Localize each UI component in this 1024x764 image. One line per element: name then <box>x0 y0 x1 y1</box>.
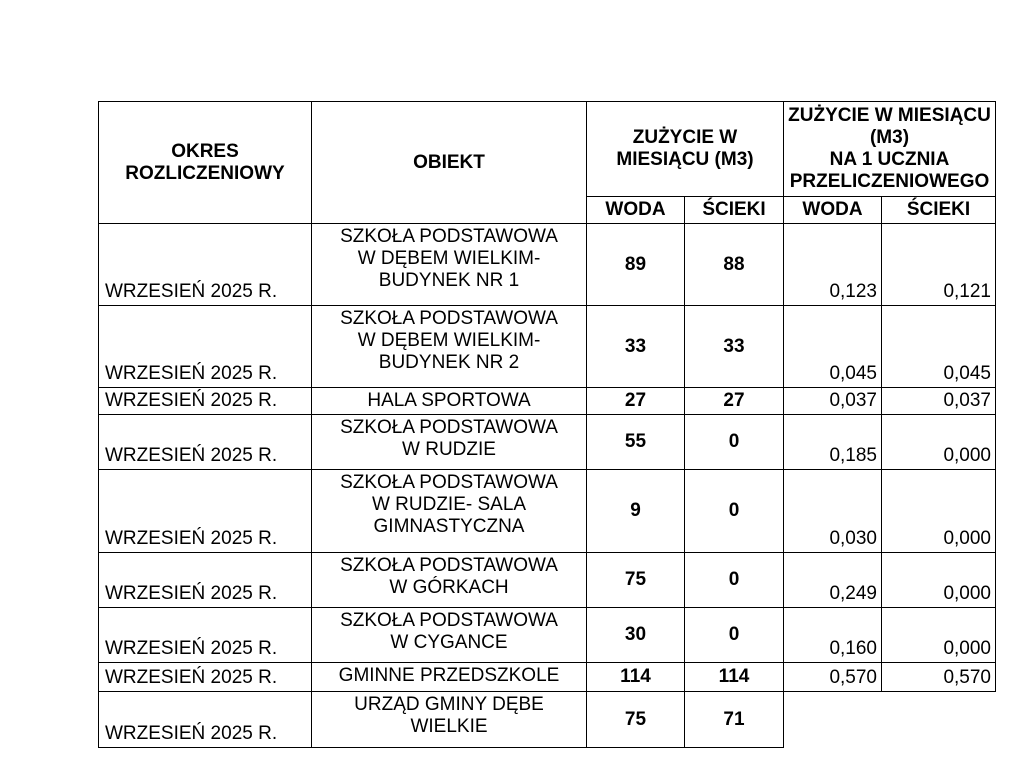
header-sewage: ŚCIEKI <box>685 197 784 224</box>
table-row <box>99 608 996 663</box>
object-cell <box>312 388 587 415</box>
object-line: SZKOŁA PODSTAWOWA <box>340 472 558 493</box>
object-line: SZKOŁA PODSTAWOWA <box>340 417 558 438</box>
object-cell <box>312 692 587 748</box>
object-cell <box>312 306 587 388</box>
water-per-student-cell: 0,123 <box>784 224 882 306</box>
object-line: WIELKIE <box>410 716 488 737</box>
sewage-per-student-cell: 0,000 <box>882 608 996 663</box>
water-cell: 30 <box>587 608 685 663</box>
object-line: GMINNE PRZEDSZKOLE <box>338 665 560 686</box>
object-cell <box>312 663 587 692</box>
water-per-student-cell: 0,249 <box>784 553 882 608</box>
object-line: W DĘBEM WIELKIM- <box>357 330 541 351</box>
header-per-student-line: ZUŻYCIE W MIESIĄCU (M3) <box>788 105 991 148</box>
period-cell: WRZESIEŃ 2025 R. <box>99 692 312 748</box>
period-cell: WRZESIEŃ 2025 R. <box>99 224 312 306</box>
water-cell: 55 <box>587 415 685 470</box>
empty-cell <box>784 692 882 748</box>
period-cell: WRZESIEŃ 2025 R. <box>99 470 312 553</box>
period-cell: WRZESIEŃ 2025 R. <box>99 415 312 470</box>
object-cell <box>312 470 587 553</box>
header-per-student-line: NA 1 UCZNIA <box>829 149 950 170</box>
object-line: SZKOŁA PODSTAWOWA <box>340 610 558 631</box>
table-row <box>99 224 996 306</box>
period-cell: WRZESIEŃ 2025 R. <box>99 663 312 692</box>
object-cell <box>312 608 587 663</box>
header-water: WODA <box>587 197 685 224</box>
sewage-per-student-cell: 0,000 <box>882 470 996 553</box>
table-row <box>99 388 996 415</box>
sewage-cell: 0 <box>685 415 784 470</box>
object-line: W RUDZIE- SALA <box>371 494 527 515</box>
header-sewage-per-student: ŚCIEKI <box>882 197 996 224</box>
object-line: BUDYNEK NR 1 <box>378 270 520 291</box>
water-per-student-cell: 0,570 <box>784 663 882 692</box>
object-cell <box>312 224 587 306</box>
period-cell: WRZESIEŃ 2025 R. <box>99 306 312 388</box>
object-line: SZKOŁA PODSTAWOWA <box>340 226 558 247</box>
table-row <box>99 306 996 388</box>
sewage-per-student-cell: 0,121 <box>882 224 996 306</box>
sewage-cell: 0 <box>685 470 784 553</box>
table-row <box>99 692 996 748</box>
water-cell: 27 <box>587 388 685 415</box>
header-monthly-line: ZUŻYCIE W <box>632 127 738 148</box>
sewage-per-student-cell: 0,000 <box>882 553 996 608</box>
header-per-student <box>784 102 996 197</box>
sewage-per-student-cell: 0,037 <box>882 388 996 415</box>
object-line: HALA SPORTOWA <box>367 390 531 411</box>
water-per-student-cell: 0,045 <box>784 306 882 388</box>
table-row <box>99 470 996 553</box>
header-monthly-line: MIESIĄCU (M3) <box>616 149 754 170</box>
object-cell <box>312 553 587 608</box>
water-per-student-cell: 0,185 <box>784 415 882 470</box>
sewage-cell: 27 <box>685 388 784 415</box>
object-line: SZKOŁA PODSTAWOWA <box>340 555 558 576</box>
sewage-cell: 88 <box>685 224 784 306</box>
object-line: W GÓRKACH <box>389 577 509 598</box>
header-per-student-line: PRZELICZENIOWEGO <box>789 171 990 192</box>
sewage-cell: 0 <box>685 553 784 608</box>
header-object: OBIEKT <box>312 102 587 224</box>
water-cell: 75 <box>587 692 685 748</box>
object-cell <box>312 415 587 470</box>
table-row <box>99 553 996 608</box>
water-cell: 9 <box>587 470 685 553</box>
period-cell: WRZESIEŃ 2025 R. <box>99 608 312 663</box>
object-line: GIMNASTYCZNA <box>373 516 525 537</box>
period-cell: WRZESIEŃ 2025 R. <box>99 553 312 608</box>
object-line: W DĘBEM WIELKIM- <box>357 248 541 269</box>
water-cell: 75 <box>587 553 685 608</box>
sewage-cell: 71 <box>685 692 784 748</box>
sewage-cell: 0 <box>685 608 784 663</box>
water-per-student-cell: 0,037 <box>784 388 882 415</box>
consumption-table <box>98 101 996 748</box>
water-per-student-cell: 0,160 <box>784 608 882 663</box>
water-cell: 89 <box>587 224 685 306</box>
header-period <box>99 102 312 224</box>
header-period-line: OKRES <box>171 140 239 162</box>
sewage-per-student-cell: 0,570 <box>882 663 996 692</box>
header-monthly <box>587 102 784 197</box>
sewage-cell: 114 <box>685 663 784 692</box>
table-row <box>99 663 996 692</box>
water-cell: 33 <box>587 306 685 388</box>
sewage-per-student-cell: 0,045 <box>882 306 996 388</box>
water-cell: 114 <box>587 663 685 692</box>
header-period-line: ROZLICZENIOWY <box>125 162 285 184</box>
water-per-student-cell: 0,030 <box>784 470 882 553</box>
sewage-cell: 33 <box>685 306 784 388</box>
empty-cell <box>882 692 996 748</box>
object-line: W RUDZIE <box>402 439 496 460</box>
object-line: URZĄD GMINY DĘBE <box>354 694 544 715</box>
header-water-per-student: WODA <box>784 197 882 224</box>
object-line: SZKOŁA PODSTAWOWA <box>340 308 558 329</box>
object-line: W CYGANCE <box>390 632 508 653</box>
sewage-per-student-cell: 0,000 <box>882 415 996 470</box>
object-line: BUDYNEK NR 2 <box>378 352 520 373</box>
table-row <box>99 415 996 470</box>
period-cell: WRZESIEŃ 2025 R. <box>99 388 312 415</box>
